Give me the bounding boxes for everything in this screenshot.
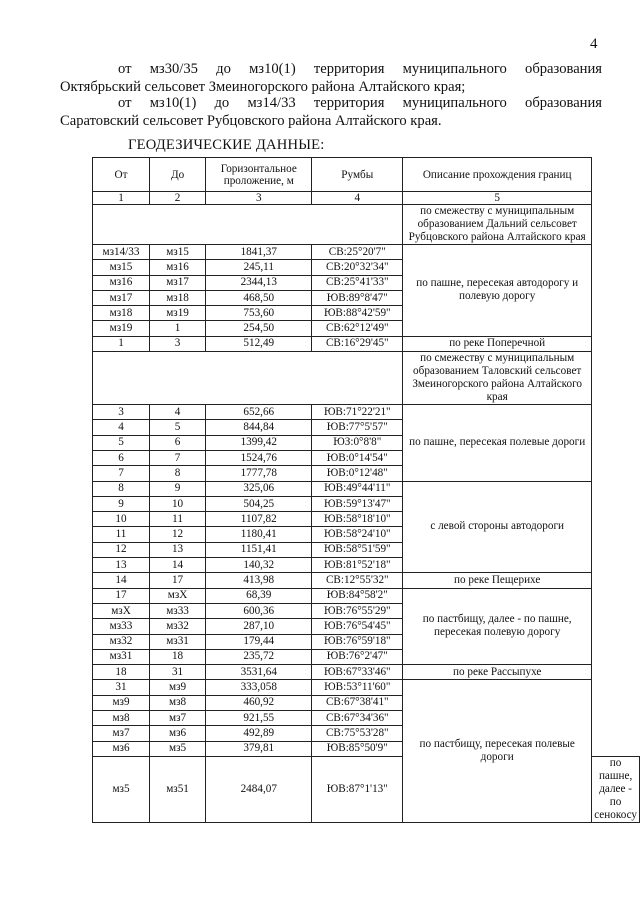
to-point: мз32 bbox=[150, 619, 206, 634]
distance-value: 235,72 bbox=[206, 649, 312, 664]
distance-value: 245,11 bbox=[206, 260, 312, 275]
header-number: 2 bbox=[150, 192, 206, 205]
boundary-description: по реке Рассыпухе bbox=[403, 665, 592, 680]
distance-value: 68,39 bbox=[206, 588, 312, 603]
bearing-value: ЮВ:58°51'59" bbox=[312, 542, 403, 557]
boundary-description: по смежеству с муниципальным образованием Таловский сельсовет Змеиногорского района Алтайского края bbox=[403, 352, 592, 405]
distance-value: 325,06 bbox=[206, 481, 312, 496]
bearing-value: ЮВ:85°50'9" bbox=[312, 741, 403, 756]
from-point: 14 bbox=[93, 573, 150, 588]
to-point: 13 bbox=[150, 542, 206, 557]
bearing-value: ЮВ:58°18'10" bbox=[312, 512, 403, 527]
bearing-value: СВ:12°55'32" bbox=[312, 573, 403, 588]
bearing-value: СВ:20°32'34" bbox=[312, 260, 403, 275]
bearing-value: СВ:25°20'7" bbox=[312, 245, 403, 260]
distance-value: 921,55 bbox=[206, 711, 312, 726]
header-number: 5 bbox=[403, 192, 592, 205]
to-point: 17 bbox=[150, 573, 206, 588]
header-description: Описание прохождения границ bbox=[403, 158, 592, 192]
page-number: 4 bbox=[590, 36, 598, 52]
header-distance: Горизонтальное проложение, м bbox=[206, 158, 312, 192]
geodetic-data-table bbox=[92, 157, 640, 823]
from-point: мз15 bbox=[93, 260, 150, 275]
from-point: мз8 bbox=[93, 711, 150, 726]
distance-value: 3531,64 bbox=[206, 665, 312, 680]
bearing-value: СВ:25°41'33" bbox=[312, 275, 403, 290]
table-row bbox=[93, 680, 640, 695]
distance-value: 492,89 bbox=[206, 726, 312, 741]
from-point: 13 bbox=[93, 558, 150, 573]
to-point: 11 bbox=[150, 512, 206, 527]
to-point: 7 bbox=[150, 450, 206, 465]
to-point: 6 bbox=[150, 435, 206, 450]
from-point: мзХ bbox=[93, 603, 150, 618]
table-header-row bbox=[93, 158, 640, 192]
header-bearing: Румбы bbox=[312, 158, 403, 192]
from-point: мз14/33 bbox=[93, 245, 150, 260]
bearing-value: ЮВ:87°1'13" bbox=[312, 756, 403, 822]
distance-value: 379,81 bbox=[206, 741, 312, 756]
paragraph-saratovsky bbox=[60, 94, 602, 130]
section-title: ГЕОДЕЗИЧЕСКИЕ ДАННЫЕ: bbox=[128, 137, 325, 153]
bearing-value: СВ:75°53'28" bbox=[312, 726, 403, 741]
boundary-description: по реке Поперечной bbox=[403, 336, 592, 351]
bearing-value: ЮВ:67°33'46" bbox=[312, 665, 403, 680]
from-point: 11 bbox=[93, 527, 150, 542]
from-point: мз9 bbox=[93, 695, 150, 710]
blank-cell bbox=[93, 205, 403, 245]
paragraph-line: Саратовский сельсовет Рубцовского района Алтайского края. bbox=[60, 113, 442, 129]
boundary-description: по пашне, пересекая полевые дороги bbox=[403, 405, 592, 481]
bearing-value: ЮВ:59°13'47" bbox=[312, 496, 403, 511]
bearing-value: ЮВ:76°55'29" bbox=[312, 603, 403, 618]
header-from: От bbox=[93, 158, 150, 192]
from-point: 10 bbox=[93, 512, 150, 527]
bearing-value: ЮЗ:0°8'8" bbox=[312, 435, 403, 450]
from-point: мз32 bbox=[93, 634, 150, 649]
to-point: мзХ bbox=[150, 588, 206, 603]
distance-value: 512,49 bbox=[206, 336, 312, 351]
to-point: мз8 bbox=[150, 695, 206, 710]
distance-value: 1777,78 bbox=[206, 466, 312, 481]
table-row bbox=[93, 481, 640, 496]
to-point: мз5 bbox=[150, 741, 206, 756]
from-point: 18 bbox=[93, 665, 150, 680]
distance-value: 844,84 bbox=[206, 420, 312, 435]
boundary-description: по смежеству с муниципальным образованием Дальний сельсовет Рубцовского района Алтайского края bbox=[403, 205, 592, 245]
boundary-description: по пастбищу, далее - по пашне, пересекая полевую дорогу bbox=[403, 588, 592, 664]
distance-value: 140,32 bbox=[206, 558, 312, 573]
header-number: 3 bbox=[206, 192, 312, 205]
from-point: 3 bbox=[93, 405, 150, 420]
to-point: мз33 bbox=[150, 603, 206, 618]
distance-value: 254,50 bbox=[206, 321, 312, 336]
bearing-value: ЮВ:81°52'18" bbox=[312, 558, 403, 573]
bearing-value: ЮВ:76°54'45" bbox=[312, 619, 403, 634]
distance-value: 2484,07 bbox=[206, 756, 312, 822]
bearing-value: ЮВ:71°22'21" bbox=[312, 405, 403, 420]
header-to: До bbox=[150, 158, 206, 192]
from-point: мз19 bbox=[93, 321, 150, 336]
to-point: 12 bbox=[150, 527, 206, 542]
to-point: 4 bbox=[150, 405, 206, 420]
distance-value: 333,058 bbox=[206, 680, 312, 695]
from-point: 6 bbox=[93, 450, 150, 465]
distance-value: 504,25 bbox=[206, 496, 312, 511]
from-point: 1 bbox=[93, 336, 150, 351]
to-point: 5 bbox=[150, 420, 206, 435]
from-point: 17 bbox=[93, 588, 150, 603]
from-point: 5 bbox=[93, 435, 150, 450]
from-point: мз6 bbox=[93, 741, 150, 756]
distance-value: 652,66 bbox=[206, 405, 312, 420]
from-point: мз5 bbox=[93, 756, 150, 822]
distance-value: 460,92 bbox=[206, 695, 312, 710]
bearing-value: ЮВ:88°42'59" bbox=[312, 306, 403, 321]
from-point: 9 bbox=[93, 496, 150, 511]
bearing-value: ЮВ:53°11'60" bbox=[312, 680, 403, 695]
to-point: мз19 bbox=[150, 306, 206, 321]
to-point: мз16 bbox=[150, 260, 206, 275]
paragraph-oktyabrsky bbox=[60, 60, 602, 96]
bearing-value: СВ:16°29'45" bbox=[312, 336, 403, 351]
bearing-value: ЮВ:76°59'18" bbox=[312, 634, 403, 649]
bearing-value: ЮВ:49°44'11" bbox=[312, 481, 403, 496]
boundary-description: с левой стороны автодороги bbox=[403, 481, 592, 573]
to-point: мз51 bbox=[150, 756, 206, 822]
boundary-description: по пастбищу, пересекая полевые дороги bbox=[403, 680, 592, 822]
table-row bbox=[93, 665, 640, 680]
from-point: мз16 bbox=[93, 275, 150, 290]
to-point: мз9 bbox=[150, 680, 206, 695]
distance-value: 287,10 bbox=[206, 619, 312, 634]
bearing-value: ЮВ:0°14'54" bbox=[312, 450, 403, 465]
to-point: 18 bbox=[150, 649, 206, 664]
distance-value: 600,36 bbox=[206, 603, 312, 618]
from-point: мз18 bbox=[93, 306, 150, 321]
bearing-value: ЮВ:58°24'10" bbox=[312, 527, 403, 542]
table-row bbox=[93, 336, 640, 351]
distance-value: 1841,37 bbox=[206, 245, 312, 260]
to-point: мз15 bbox=[150, 245, 206, 260]
table-row bbox=[93, 588, 640, 603]
to-point: 31 bbox=[150, 665, 206, 680]
from-point: 12 bbox=[93, 542, 150, 557]
bearing-value: СВ:67°38'41" bbox=[312, 695, 403, 710]
bearing-value: ЮВ:76°2'47" bbox=[312, 649, 403, 664]
table-row bbox=[93, 245, 640, 260]
distance-value: 179,44 bbox=[206, 634, 312, 649]
distance-value: 1399,42 bbox=[206, 435, 312, 450]
bearing-value: ЮВ:0°12'48" bbox=[312, 466, 403, 481]
boundary-description: по пашне, пересекая автодорогу и полевую дорогу bbox=[403, 245, 592, 337]
distance-value: 1151,41 bbox=[206, 542, 312, 557]
from-point: мз17 bbox=[93, 290, 150, 305]
bearing-value: ЮВ:89°8'47" bbox=[312, 290, 403, 305]
from-point: 7 bbox=[93, 466, 150, 481]
from-point: мз31 bbox=[93, 649, 150, 664]
table-row bbox=[93, 205, 640, 245]
to-point: 10 bbox=[150, 496, 206, 511]
distance-value: 1180,41 bbox=[206, 527, 312, 542]
distance-value: 2344,13 bbox=[206, 275, 312, 290]
distance-value: 413,98 bbox=[206, 573, 312, 588]
from-point: 8 bbox=[93, 481, 150, 496]
distance-value: 1524,76 bbox=[206, 450, 312, 465]
to-point: мз18 bbox=[150, 290, 206, 305]
paragraph-line: Октябрьский сельсовет Змеиногорского района Алтайского края; bbox=[60, 79, 466, 95]
bearing-value: СВ:67°34'36" bbox=[312, 711, 403, 726]
from-point: мз7 bbox=[93, 726, 150, 741]
to-point: 9 bbox=[150, 481, 206, 496]
distance-value: 468,50 bbox=[206, 290, 312, 305]
from-point: 31 bbox=[93, 680, 150, 695]
boundary-description: по реке Пещерихе bbox=[403, 573, 592, 588]
bearing-value: СВ:62°12'49" bbox=[312, 321, 403, 336]
from-point: мз33 bbox=[93, 619, 150, 634]
to-point: мз6 bbox=[150, 726, 206, 741]
to-point: мз17 bbox=[150, 275, 206, 290]
to-point: 14 bbox=[150, 558, 206, 573]
to-point: мз31 bbox=[150, 634, 206, 649]
boundary-description: по пашне, далее - по сенокосу bbox=[592, 756, 640, 822]
bearing-value: ЮВ:84°58'2" bbox=[312, 588, 403, 603]
header-number: 4 bbox=[312, 192, 403, 205]
table-row bbox=[93, 573, 640, 588]
distance-value: 753,60 bbox=[206, 306, 312, 321]
paragraph-line: от мз10(1) до мз14/33 территория муниципального образования bbox=[118, 95, 602, 111]
header-number: 1 bbox=[93, 192, 150, 205]
table-row bbox=[93, 405, 640, 420]
to-point: 3 bbox=[150, 336, 206, 351]
table-number-row bbox=[93, 192, 640, 205]
paragraph-line: от мз30/35 до мз10(1) территория муниципального образования bbox=[118, 61, 602, 77]
to-point: 8 bbox=[150, 466, 206, 481]
to-point: 1 bbox=[150, 321, 206, 336]
bearing-value: ЮВ:77°5'57" bbox=[312, 420, 403, 435]
distance-value: 1107,82 bbox=[206, 512, 312, 527]
blank-cell bbox=[93, 352, 403, 405]
to-point: мз7 bbox=[150, 711, 206, 726]
from-point: 4 bbox=[93, 420, 150, 435]
table-row bbox=[93, 352, 640, 405]
